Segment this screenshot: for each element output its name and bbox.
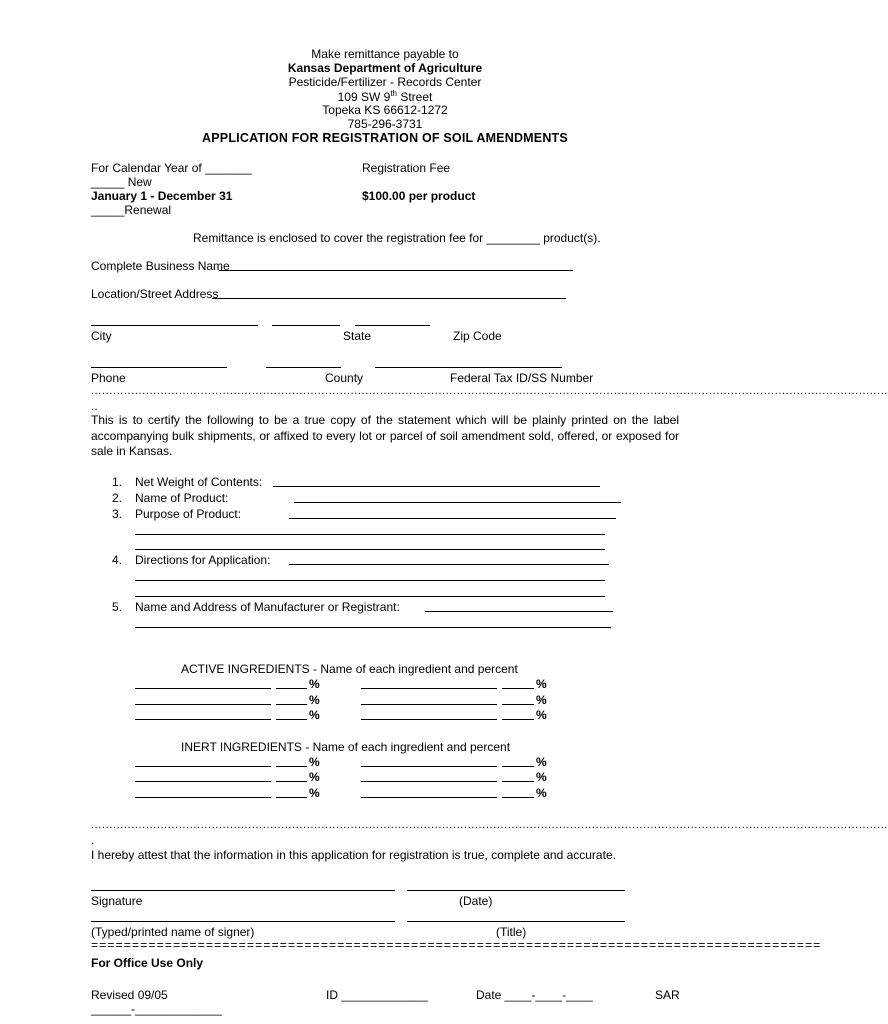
street-suffix: Street [397,90,433,104]
net-weight-label: Net Weight of Contents: [135,475,263,489]
signature-label: Signature [91,894,143,908]
percent-sign: % [536,708,547,722]
inert-ingredient-percent-line[interactable] [502,797,534,798]
active-ingredient-name-line[interactable] [361,719,497,720]
signer-name-label: (Typed/printed name of signer) [91,925,255,939]
inert-ingredient-name-line[interactable] [135,797,271,798]
street-prefix: 109 SW 9 [337,90,391,104]
sar-label: SAR [655,988,680,1002]
item-number-2: 2. [112,491,123,505]
certification-paragraph: This is to certify the following to be a true copy of the statement which will be plainly printed on the label accompanying bulk shipments, or affixed to every lot or parcel of soil amendment sold, offered, or exposed for sale in Kansas. [91,413,679,458]
manufacturer-label: Name and Address of Manufacturer or Registrant: [135,600,400,614]
phone-input-line[interactable] [91,367,227,368]
inert-ingredient-percent-line[interactable] [276,797,307,798]
registration-period: January 1 - December 31 [91,189,233,203]
directions-label: Directions for Application: [135,553,271,567]
office-use-heading: For Office Use Only [91,956,204,970]
remittance-statement: Remittance is enclosed to cover the registration fee for ________ product(s). [193,231,601,245]
percent-sign: % [309,786,320,800]
agency-name: Kansas Department of Agriculture [287,61,483,75]
percent-sign: % [536,770,547,784]
product-purpose-input-line-2[interactable] [135,534,605,535]
active-ingredient-percent-line[interactable] [502,704,534,705]
item-number-1: 1. [112,475,123,489]
registration-fee-value: $100.00 per product [362,189,476,203]
directions-input-line-3[interactable] [135,596,605,597]
division-name: Pesticide/Fertilizer - Records Center [288,75,482,89]
percent-sign: % [309,693,320,707]
inert-ingredient-percent-line[interactable] [502,781,534,782]
state-label: State [343,329,372,343]
inert-ingredient-percent-line[interactable] [276,766,307,767]
registration-fee-label: Registration Fee [362,161,451,175]
item-number-4: 4. [112,553,123,567]
directions-input-line-1[interactable] [289,564,609,565]
active-ingredient-name-line[interactable] [135,719,271,720]
office-date-field: Date ____-____-____ [476,988,593,1002]
product-name-label: Name of Product: [135,491,229,505]
revised-date: Revised 09/05 [91,988,168,1002]
signature-input-line[interactable] [91,890,395,891]
county-input-line[interactable] [266,367,341,368]
double-line-separator: ========================================================================================= [91,938,822,952]
city-state-zip: Topeka KS 66612-1272 [322,103,448,117]
percent-sign: % [536,786,547,800]
manufacturer-input-line-2[interactable] [135,627,611,628]
product-purpose-input-line-3[interactable] [135,549,605,550]
city-input-line[interactable] [91,325,258,326]
remittance-payee-line: Make remittance payable to [311,47,459,61]
city-label: City [91,329,112,343]
directions-input-line-2[interactable] [135,580,605,581]
percent-sign: % [309,677,320,691]
percent-sign: % [309,755,320,769]
street-address-label: Location/Street Address [91,287,219,301]
dotted-separator: .......................................................................................................................................................................................................................... [91,819,888,831]
active-ingredient-percent-line[interactable] [276,688,307,689]
agency-phone: 785-296-3731 [347,117,423,131]
percent-sign: % [536,677,547,691]
product-purpose-input-line-1[interactable] [289,518,616,519]
item-number-5: 5. [112,600,123,614]
date-input-line[interactable] [407,890,625,891]
calendar-year-field[interactable]: For Calendar Year of _______ [91,161,252,175]
product-name-input-line[interactable] [294,502,621,503]
dotted-separator: .......................................................................................................................................................................................................................... [91,385,888,397]
signer-name-input-line[interactable] [91,921,395,922]
percent-sign: % [536,755,547,769]
title-label: (Title) [496,925,527,939]
business-name-input-line[interactable] [219,270,573,271]
phone-label: Phone [91,371,126,385]
inert-ingredient-name-line[interactable] [361,797,497,798]
tax-id-label: Federal Tax ID/SS Number [450,371,594,385]
business-name-label: Complete Business Name [91,259,230,273]
percent-sign: % [309,770,320,784]
county-label: County [325,371,364,385]
inert-ingredient-percent-line[interactable] [502,766,534,767]
dotted-separator-tail: .. [91,399,98,413]
street-suffix-sup: th [390,89,397,98]
active-ingredient-percent-line[interactable] [502,688,534,689]
inert-ingredient-percent-line[interactable] [276,781,307,782]
state-input-line[interactable] [272,325,340,326]
zip-code-label: Zip Code [453,329,502,343]
street-address [0,89,770,104]
manufacturer-input-line-1[interactable] [425,611,613,612]
office-bottom-line: ______-_____________ [91,1002,222,1016]
dotted-separator-tail: . [91,833,95,847]
inert-ingredient-name-line[interactable] [135,781,271,782]
percent-sign: % [536,693,547,707]
inert-ingredient-name-line[interactable] [361,766,497,767]
active-ingredient-percent-line[interactable] [276,719,307,720]
active-ingredient-percent-line[interactable] [502,719,534,720]
inert-ingredient-name-line[interactable] [135,766,271,767]
office-id-field: ID _____________ [326,988,429,1002]
item-number-3: 3. [112,507,123,521]
tax-id-input-line[interactable] [375,367,562,368]
product-purpose-label: Purpose of Product: [135,507,242,521]
inert-ingredient-name-line[interactable] [361,781,497,782]
active-ingredient-percent-line[interactable] [276,704,307,705]
net-weight-input-line[interactable] [273,486,600,487]
form-title: APPLICATION FOR REGISTRATION OF SOIL AMENDMENTS [202,131,568,145]
renewal-checkbox-line[interactable]: _____Renewal [91,203,172,217]
inert-ingredients-heading: INERT INGREDIENTS - Name of each ingredient and percent [181,740,511,754]
active-ingredient-name-line[interactable] [135,688,271,689]
active-ingredient-name-line[interactable] [361,704,497,705]
active-ingredient-name-line[interactable] [361,688,497,689]
street-address-input-line[interactable] [212,298,566,299]
active-ingredient-name-line[interactable] [135,704,271,705]
attestation-statement: I hereby attest that the information in this application for registration is true, complete and accurate. [91,848,616,862]
percent-sign: % [309,708,320,722]
date-label: (Date) [459,894,493,908]
zip-input-line[interactable] [355,325,430,326]
new-checkbox-line[interactable]: _____ New [91,175,152,189]
title-input-line[interactable] [407,921,625,922]
active-ingredients-heading: ACTIVE INGREDIENTS - Name of each ingredient and percent [181,662,518,676]
